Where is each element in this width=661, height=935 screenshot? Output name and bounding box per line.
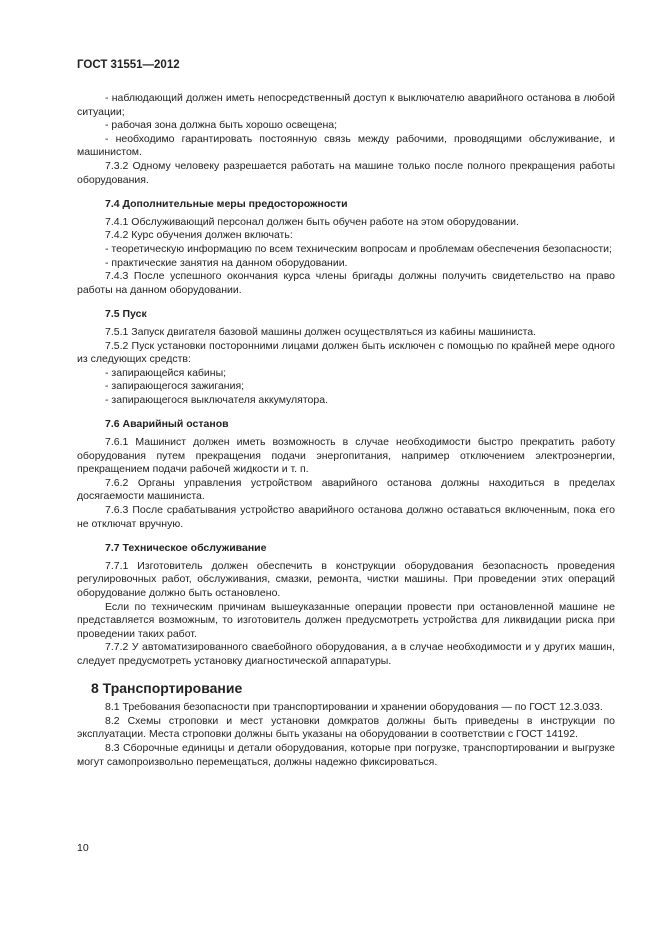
paragraph: 8.2 Схемы строповки и мест установки домкратов должны быть приведены в инструкции по эксплуатации. Места строповки должны быть указаны на оборудовании в соответствии с ГОСТ 14192. bbox=[77, 714, 615, 741]
paragraph: 7.3.2 Одному человеку разрешается работать на машине только после полного прекращения работы оборудования. bbox=[77, 159, 615, 186]
paragraph: 8.3 Сборочные единицы и детали оборудования, которые при погрузке, транспортировании и выгрузке могут самопроизвольно перемещаться, должны надежно фиксироваться. bbox=[77, 741, 615, 768]
paragraph: 7.4.2 Курс обучения должен включать: bbox=[105, 229, 293, 242]
paragraph: 7.7.2 У автоматизированного сваебойного оборудования, а в случае необходимости и у других машин, следует предусмотреть установку диагностической аппаратуры. bbox=[77, 641, 615, 667]
paragraph: - необходимо гарантировать постоянную связь между рабочими, проводящими обслуживание, и машинистом. bbox=[77, 132, 615, 159]
paragraph: - рабочая зона должна быть хорошо освещена; bbox=[105, 119, 338, 132]
paragraph: 7.6.2 Органы управления устройством аварийного останова должны находиться в пределах досягаемости машиниста. bbox=[77, 476, 615, 503]
paragraph: - практические занятия на данном оборудовании. bbox=[105, 256, 348, 269]
section-heading: 7.7 Техническое обслуживание bbox=[105, 542, 267, 555]
paragraph: 7.4.3 После успешного окончания курса члены бригады должны получить свидетельство на право работы на данном оборудовании. bbox=[77, 270, 615, 296]
document-body bbox=[77, 92, 615, 769]
paragraph: 7.5.1 Запуск двигателя базовой машины должен осуществляться из кабины машиниста. bbox=[105, 325, 537, 338]
section-heading: 7.5 Пуск bbox=[105, 308, 147, 321]
chapter-heading: 8 Транспортирование bbox=[91, 679, 243, 696]
paragraph: 7.6.1 Машинист должен иметь возможность в случае необходимости быстро прекратить работу оборудования путем прекращения подачи энергопитания, например отключением электроэнергии, прекращением подачи рабочей жидкости и т. п. bbox=[77, 436, 615, 476]
paragraph: - запирающегося зажигания; bbox=[105, 380, 245, 393]
section-heading: 7.4 Дополнительные меры предосторожности bbox=[105, 198, 348, 211]
paragraph: 7.5.2 Пуск установки посторонними лицами должен быть исключен с помощью по крайней мере одного из следующих средств: bbox=[77, 339, 615, 366]
paragraph: Если по техническим причинам вышеуказанные операции провести при остановленной машине не представляется возможным, то изготовитель должен предусмотреть устройства для ликвидации риска при проведении таких работ. bbox=[77, 600, 615, 640]
paragraph: 8.1 Требования безопасности при транспортировании и хранении оборудования — по ГОСТ 12.3.033. bbox=[105, 701, 603, 714]
page-number: 10 bbox=[77, 842, 89, 854]
document-header: ГОСТ 31551—2012 bbox=[77, 59, 180, 71]
paragraph: 7.4.1 Обслуживающий персонал должен быть обучен работе на этом оборудовании. bbox=[105, 215, 519, 228]
paragraph: - запирающегося выключателя аккумулятора. bbox=[105, 393, 328, 406]
section-heading: 7.6 Аварийный останов bbox=[105, 418, 229, 431]
paragraph: - запирающейся кабины; bbox=[105, 366, 227, 379]
paragraph: - теоретическую информацию по всем техническим вопросам и проблемам обеспечения безопасности; bbox=[105, 242, 612, 255]
paragraph: 7.6.3 После срабатывания устройство аварийного останова должно оставаться включенным, пока его не отключат вручную. bbox=[77, 504, 615, 530]
paragraph: - наблюдающий должен иметь непосредственный доступ к выключателю аварийного останова в любой ситуации; bbox=[77, 92, 615, 118]
paragraph: 7.7.1 Изготовитель должен обеспечить в конструкции оборудования безопасность проведения регулировочных работ, обслуживания, смазки, ремонта, чистки машины. При проведении этих операций оборудование должно быть остановлено. bbox=[77, 559, 615, 599]
